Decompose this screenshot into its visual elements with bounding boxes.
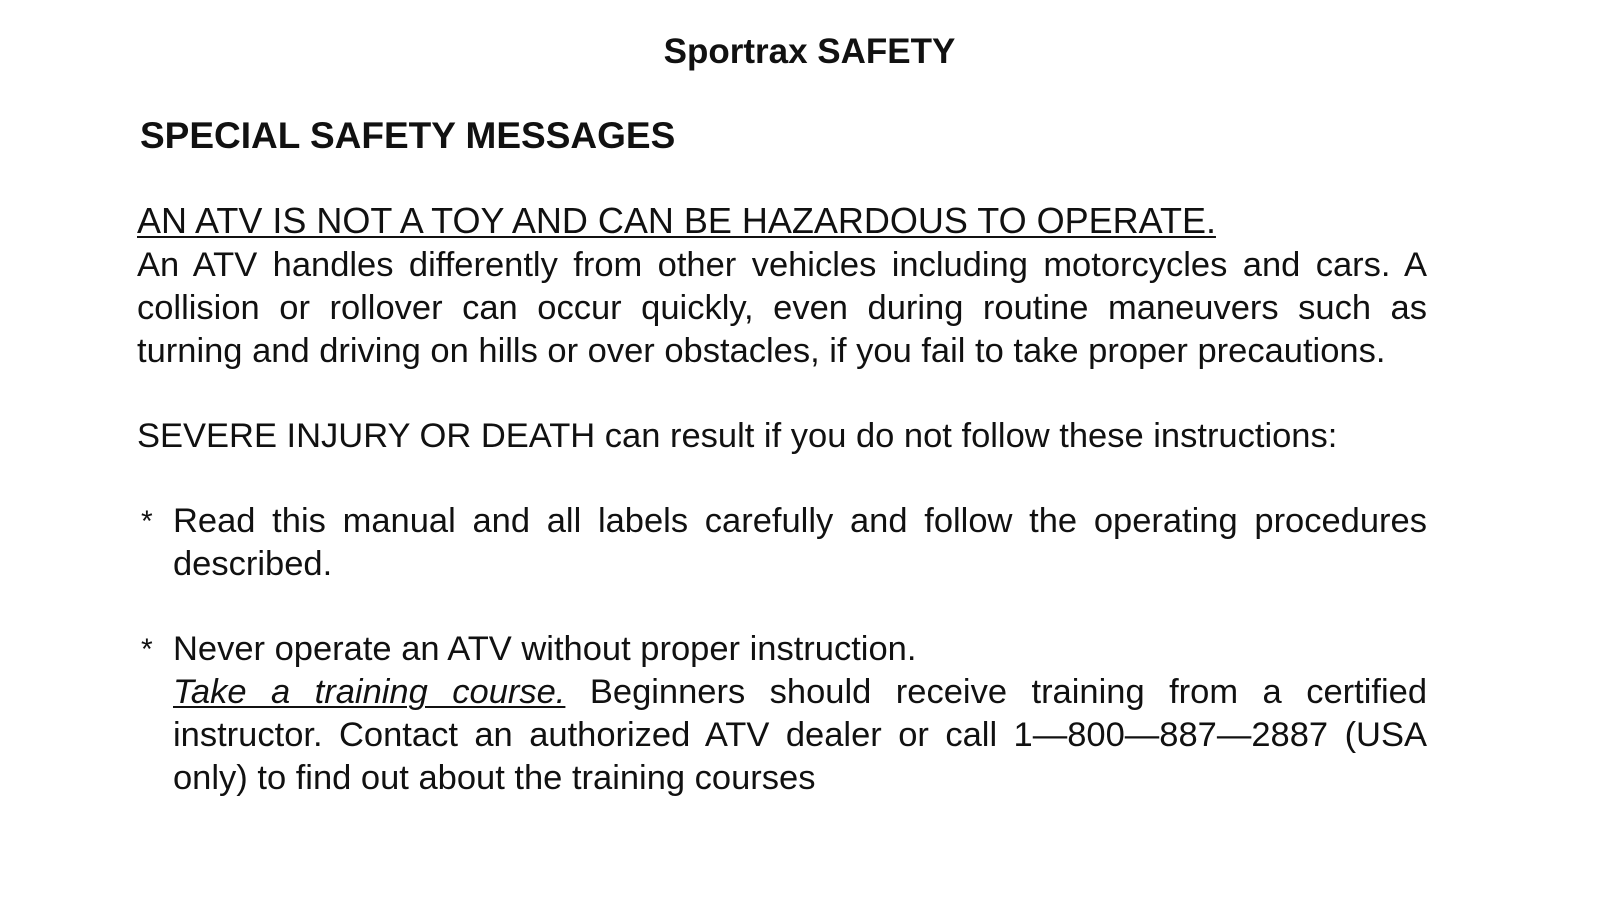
training-details: Beginners should receive training from a certified instructor. Contact an authorized ATV dealer or call 1—800—887—2887 (USA only) to find out about the training courses: [173, 673, 1428, 797]
bullet-asterisk-icon: *: [141, 633, 153, 666]
running-head: Sportrax SAFETY: [663, 32, 956, 71]
training-paragraph: [173, 671, 1427, 800]
list-item: [137, 500, 1427, 586]
bullet-asterisk-icon: *: [141, 505, 153, 538]
intro-paragraph: An ATV handles differently from other vehicles including motorcycles and cars. A collision or rollover can occur quickly, even during routine maneuvers such as turning and driving on hills or over obstacles, if you fail to take proper precautions.: [137, 246, 1427, 370]
bullet-text: Read this manual and all labels carefully and follow the operating procedures described.: [173, 502, 1427, 583]
training-course-emphasis: Take a training course.: [173, 673, 566, 711]
warning-heading: AN ATV IS NOT A TOY AND CAN BE HAZARDOUS TO OPERATE.: [137, 200, 1216, 241]
list-item: [137, 628, 1427, 800]
severe-injury-paragraph: SEVERE INJURY OR DEATH can result if you do not follow these instructions:: [137, 417, 1338, 455]
section-title: SPECIAL SAFETY MESSAGES: [140, 115, 676, 156]
bullet-text: Never operate an ATV without proper instruction.: [173, 630, 917, 668]
body-text: [137, 198, 1427, 800]
